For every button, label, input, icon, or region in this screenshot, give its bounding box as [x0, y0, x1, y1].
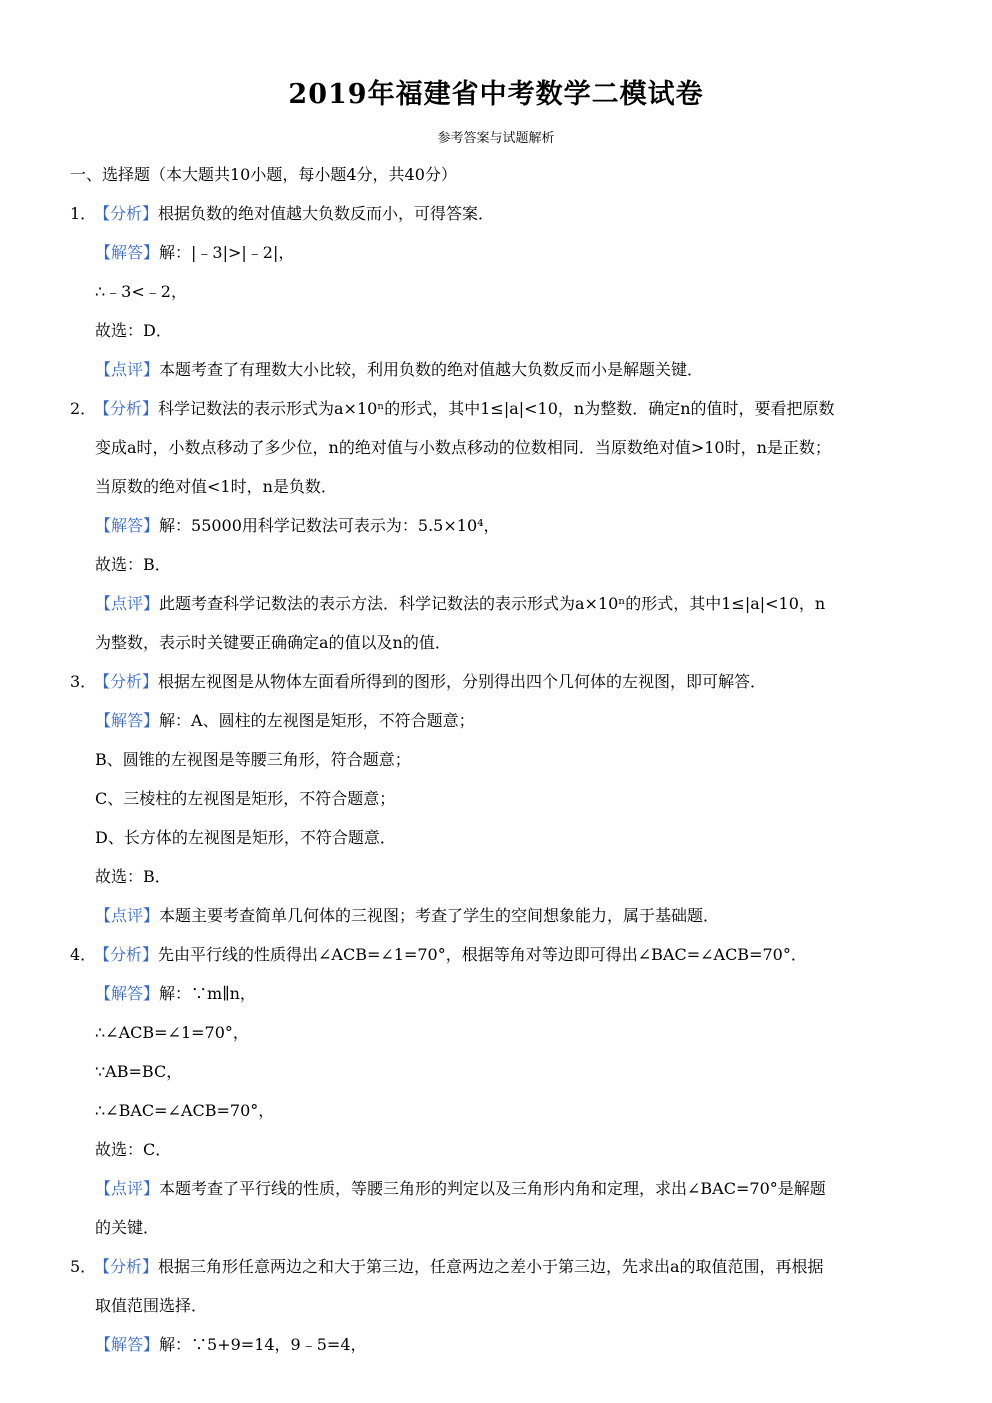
answer-tag: 【解答】: [95, 516, 160, 535]
q4-comment-text: 本题考查了平行线的性质，等腰三角形的判定以及三角形内角和定理，求出∠BAC=70°是解题: [159, 1179, 826, 1198]
analysis-tag: 【分析】: [94, 672, 159, 691]
page-subtitle: 参考答案与试题解析: [437, 131, 555, 146]
q3-answer-text: 解：A、圆柱的左视图是矩形，不符合题意；: [159, 711, 475, 730]
q4-number: 4．: [70, 945, 97, 964]
q4-comment-cont: 的关键．: [95, 1218, 160, 1237]
comment-tag: 【点评】: [95, 1179, 160, 1198]
q2-comment-line: [95, 592, 992, 616]
q2-answer-line: [95, 514, 992, 538]
q2-analysis-line: [70, 397, 992, 421]
q3-analysis-line: [70, 670, 992, 694]
q2-analysis-cont: 变成a时，小数点移动了多少位，n的绝对值与小数点移动的位数相同．当原数绝对值>10时，n是正数；: [95, 438, 831, 457]
analysis-tag: 【分析】: [94, 399, 159, 418]
page-title: 2019年福建省中考数学二模试卷: [288, 79, 704, 110]
q5-analysis-cont: 取值范围选择．: [95, 1296, 208, 1315]
q5-answer-line: [95, 1333, 992, 1357]
comment-tag: 【点评】: [95, 594, 160, 613]
answer-tag: 【解答】: [95, 243, 160, 262]
q4-choice: 故选：C．: [95, 1140, 172, 1159]
q4-step: ∴∠BAC=∠ACB=70°，: [95, 1101, 275, 1120]
q2-comment-text: 此题考查科学记数法的表示方法．科学记数法的表示形式为a×10ⁿ的形式，其中1≤|a|<10，n: [159, 594, 826, 613]
q4-answer-text: 解：∵m∥n，: [159, 984, 256, 1003]
q3-comment-text: 本题主要考查简单几何体的三视图；考查了学生的空间想象能力，属于基础题．: [159, 906, 720, 925]
q2-comment-cont: 为整数，表示时关键要正确确定a的值以及n的值．: [95, 633, 451, 652]
q1-analysis-line: [70, 202, 992, 226]
q3-analysis-text: 根据左视图是从物体左面看所得到的图形，分别得出四个几何体的左视图，即可解答．: [158, 672, 767, 691]
q1-analysis-text: 根据负数的绝对值越大负数反而小，可得答案．: [158, 204, 495, 223]
q2-analysis-cont: 当原数的绝对值<1时，n是负数．: [95, 477, 337, 496]
q3-choice: 故选：B．: [95, 867, 171, 886]
answer-tag: 【解答】: [95, 984, 160, 1003]
q2-number: 2．: [70, 399, 97, 418]
q2-answer-text: 解：55000用科学记数法可表示为：5.5×10⁴，: [159, 516, 500, 535]
q3-number: 3．: [70, 672, 97, 691]
section-heading: 一、选择题（本大题共10小题，每小题4分，共40分）: [70, 165, 457, 184]
q4-analysis-text: 先由平行线的性质得出∠ACB=∠1=70°，根据等角对等边即可得出∠BAC=∠ACB=70°．: [158, 945, 807, 964]
q5-number: 5．: [70, 1257, 97, 1276]
analysis-tag: 【分析】: [94, 1257, 159, 1276]
q2-choice: 故选：B．: [95, 555, 171, 574]
q1-step: ∴﹣3<﹣2，: [95, 282, 187, 301]
q1-choice: 故选：D．: [95, 321, 172, 340]
q1-answer-text: 解：|﹣3|>|﹣2|，: [159, 243, 295, 262]
q1-comment-line: [95, 358, 992, 382]
analysis-tag: 【分析】: [94, 945, 159, 964]
q3-answer-line: [95, 709, 992, 733]
q3-option-c: C、三棱柱的左视图是矩形，不符合题意；: [95, 789, 396, 808]
q1-answer-line: [95, 241, 992, 265]
q5-answer-text: 解：∵5+9=14，9﹣5=4，: [159, 1335, 367, 1354]
q5-analysis-line: [70, 1255, 992, 1279]
q4-step: ∵AB=BC，: [95, 1062, 183, 1081]
q1-number: 1．: [70, 204, 97, 223]
answer-tag: 【解答】: [95, 711, 160, 730]
analysis-tag: 【分析】: [94, 204, 159, 223]
comment-tag: 【点评】: [95, 906, 160, 925]
q3-option-b: B、圆锥的左视图是等腰三角形，符合题意；: [95, 750, 411, 769]
q4-step: ∴∠ACB=∠1=70°，: [95, 1023, 249, 1042]
q4-analysis-line: [70, 943, 992, 967]
q4-answer-line: [95, 982, 992, 1006]
q5-analysis-text: 根据三角形任意两边之和大于第三边，任意两边之差小于第三边，先求出a的取值范围，再根据: [158, 1257, 824, 1276]
comment-tag: 【点评】: [95, 360, 160, 379]
q3-comment-line: [95, 904, 992, 928]
q2-analysis-text: 科学记数法的表示形式为a×10ⁿ的形式，其中1≤|a|<10，n为整数．确定n的值时，要看把原数: [158, 399, 835, 418]
q3-option-d: D、长方体的左视图是矩形，不符合题意．: [95, 828, 396, 847]
q4-comment-line: [95, 1177, 992, 1201]
answer-tag: 【解答】: [95, 1335, 160, 1354]
q1-comment-text: 本题考查了有理数大小比较，利用负数的绝对值越大负数反而小是解题关键．: [159, 360, 704, 379]
